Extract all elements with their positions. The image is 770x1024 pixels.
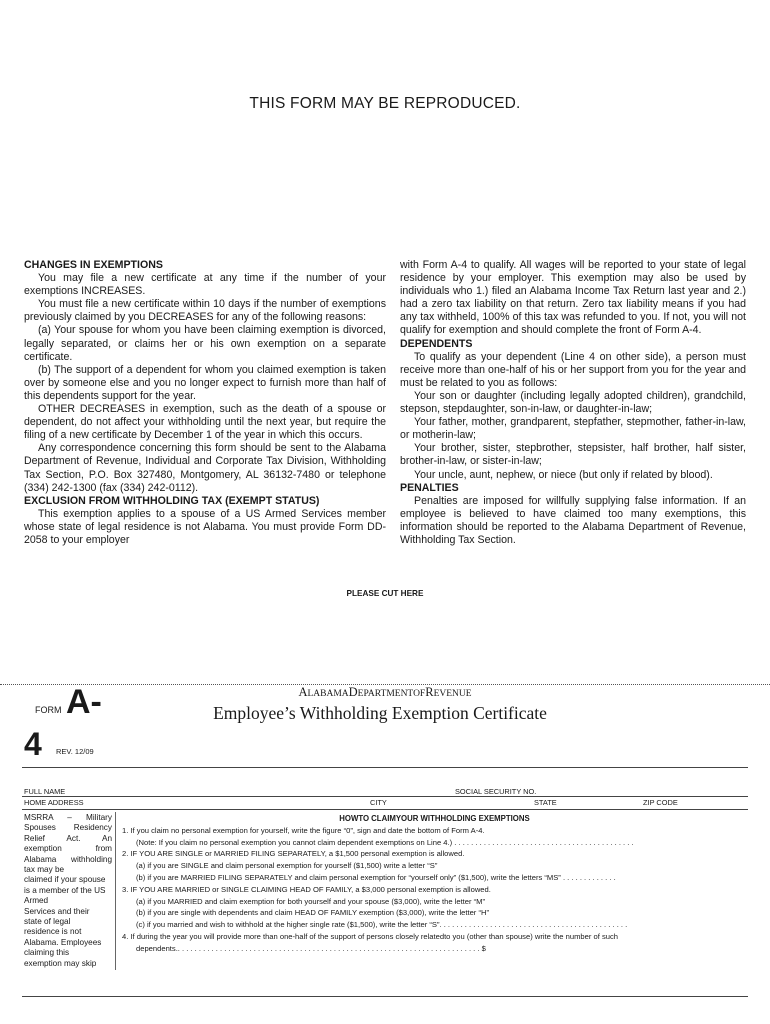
dept-r1: R (425, 685, 434, 699)
instruction-3a: (a) if you MARRIED and claim exemption for both yourself and your spouse ($3,000), write the letter “M” (136, 896, 486, 906)
dependents-p3: Your father, mother, grandparent, stepfather, stepmother, father-in-law, or motherin-law; (400, 416, 746, 442)
form-letter-a: A- (66, 683, 102, 721)
msrra-line: Services and their (24, 906, 90, 916)
rule-bottom (22, 996, 748, 997)
exclusion-heading: EXCLUSION FROM WITHHOLDING TAX (EXEMPT STATUS) (24, 494, 320, 507)
instruction-2: 2. IF YOU ARE SINGLE or MARRIED FILING SEPARATELY, a $1,500 personal exemption is allowed. (122, 849, 465, 859)
instructions (122, 813, 747, 955)
cut-label: PLEASE CUT HERE (346, 589, 424, 598)
ssn-label: SOCIAL SECURITY NO. (455, 787, 537, 796)
department-name (220, 685, 550, 700)
exclusion-p1: This exemption applies to a spouse of a US Armed Services member whose state of legal residence is not Alabama. You must provide Form DD-2058 to your employer (24, 507, 386, 546)
msrra-line: tax may be (24, 865, 65, 875)
rule-name[interactable] (22, 796, 748, 797)
full-name-label: FULL NAME (24, 787, 66, 796)
state-label: STATE (534, 798, 557, 807)
changes-pa: (a) Your spouse for whom you have been claiming exemption is divorced, legally separated, or claims her or his own exemption on a separate certificate. (24, 324, 386, 363)
reproduce-notice: THIS FORM MAY BE REPRODUCED. (249, 95, 521, 112)
dept-a2: LABAMA (307, 689, 349, 699)
left-column (24, 259, 386, 547)
dependents-p1: To qualify as your dependent (Line 4 on other side), a person must receive more than one-half of his or her support from you for the year and must be related to you as follows: (400, 350, 746, 389)
exempt-continued: with Form A-4 to qualify. All wages will be reported to your state of legal residence by your employer. This exemption may also be used by individuals who 1.) filed an Alabama Income Tax Return last year and 2.) had a zero tax liability on that return. Zero tax liability means if you had any tax withheld, 100% of this tax was refunded to you. If not, you will not qualify for exemption and should complete the front of Form A-4. (400, 259, 746, 337)
msrra-line: Alabama withholding (24, 854, 112, 864)
dept-d1: D (348, 685, 358, 699)
msrra-line: Relief Act. An (24, 833, 112, 843)
changes-heading: CHANGES IN EXEMPTIONS (24, 259, 163, 271)
changes-p3: OTHER DECREASES in exemption, such as the death of a spouse or dependent, do not affect your withholding until the next year, but require the filing of a new certificate by December 1 of the year in which this occurs. (24, 403, 386, 442)
dependents-p2: Your son or daughter (including legally adopted children), grandchild, stepson, stepdaughter, son-in-law, or daughter-in-law; (400, 389, 746, 416)
msrra-line: is a member of the US (24, 885, 106, 895)
msrra-note (24, 813, 112, 969)
dept-r2: EVENUE (433, 689, 472, 699)
changes-pb: (b) The support of a dependent for whom you claimed exemption is taken over by someone else and you no longer expect to furnish more than half of this dependents support for the year. (24, 363, 386, 402)
instruction-4b: dependents.. . . . . . . . . . . . . . . . . . . . . . . . . . . . . . . . . . . . . . . . . . . . . . . . . . . . . . . . . . . . . . . . . . . . . . . . $ (136, 943, 486, 953)
penalties-p1: Penalties are imposed for willfully supplying false information. If an employee is believed to have claimed too many exemptions, this information should be reported to the Alabama Department of Revenue, Withholding Tax Section. (400, 494, 746, 546)
dept-a1: A (298, 685, 308, 699)
rule-top (22, 767, 748, 768)
msrra-line: MSRRA – Military (24, 813, 112, 822)
msrra-line: residence is not (24, 927, 82, 937)
instruction-1-note: (Note: If you claim no personal exemption you cannot claim dependent exemptions on Line 4.) . . . . . . . . . . . . . . . . . . . . . . . . . . . . . . . . . . . . . . . . . . . (136, 837, 634, 847)
rule-address[interactable] (22, 809, 748, 810)
instruction-1: 1. If you claim no personal exemption for yourself, write the figure “0”, sign and date the bottom of Form A-4. (122, 825, 485, 835)
dependents-p4: Your brother, sister, stepbrother, stepsister, half brother, half sister, brother-in-law, or sister-in-law; (400, 442, 746, 468)
city-label: CITY (370, 798, 387, 807)
instruction-2b: (b) if you are MARRIED FILING SEPARATELY and claim personal exemption for “yourself only” ($1,500), write the letters “MS” . . . . . . . . . . . . . (136, 872, 616, 882)
instruction-3b: (b) if you are single with dependents and claim HEAD OF FAMILY exemption ($3,000), write the letter “H” (136, 908, 489, 918)
msrra-line: state of legal (24, 917, 71, 927)
form-title: Employee’s Withholding Exemption Certificate (213, 703, 547, 723)
changes-p1: You may file a new certificate at any time if the number of your exemptions INCREASES. (24, 272, 386, 298)
msrra-line: claiming this (24, 948, 70, 958)
instruction-3c: (c) if you married and wish to withhold at the higher single rate ($1,500), write the letter “S”. . . . . . . . . . . . . . . . . . . . . . . . . . . . . . . . . . . . . . . . . . . . . (136, 920, 628, 930)
form-number-4: 4 (24, 726, 42, 762)
dept-of: OF (413, 689, 426, 699)
msrra-line: exemption may skip (24, 958, 97, 968)
changes-p2: You must file a new certificate within 10 days if the number of exemptions previously claimed by you DECREASES for any of the following reasons: (24, 298, 386, 324)
msrra-line: Alabama. Employees (24, 937, 102, 947)
instruction-3: 3. IF YOU ARE MARRIED or SINGLE CLAIMING HEAD OF FAMILY, a $3,000 personal exemption is allowed. (122, 884, 491, 894)
dependents-p5: Your uncle, aunt, nephew, or niece (but only if related by blood). (414, 468, 713, 481)
sidebar-divider (115, 812, 116, 970)
instruction-4: 4. If during the year you will provide more than one-half of the support of persons closely relatedto you (other than spouse) write the number of such (122, 931, 618, 941)
msrra-line: exemption from (24, 844, 112, 854)
home-address-label: HOME ADDRESS (24, 798, 84, 807)
msrra-line: claimed if your spouse (24, 875, 106, 885)
right-column (400, 259, 746, 547)
instructions-heading: HOWTO CLAIMYOUR WITHHOLDING EXEMPTIONS (339, 814, 530, 823)
dependents-heading: DEPENDENTS (400, 337, 473, 350)
form-label: FORM (35, 705, 62, 715)
msrra-line: Spouses Residency (24, 823, 112, 833)
msrra-line: Armed (24, 896, 49, 906)
form-revision: REV. 12/09 (56, 747, 94, 756)
dept-d2: EPARTMENT (357, 689, 414, 699)
penalties-heading: PENALTIES (400, 481, 459, 494)
changes-p4: Any correspondence concerning this form should be sent to the Alabama Department of Revenue, Individual and Corporate Tax Division, Withholding Tax Section, P.O. Box 327480, Montgomery, AL 36132-7480 or telephone (334) 242-1300 (fax (334) 242-0112). (24, 442, 386, 494)
zip-label: ZIP CODE (643, 798, 678, 807)
instruction-2a: (a) if you are SINGLE and claim personal exemption for yourself ($1,500) write a letter “S” (136, 861, 438, 871)
